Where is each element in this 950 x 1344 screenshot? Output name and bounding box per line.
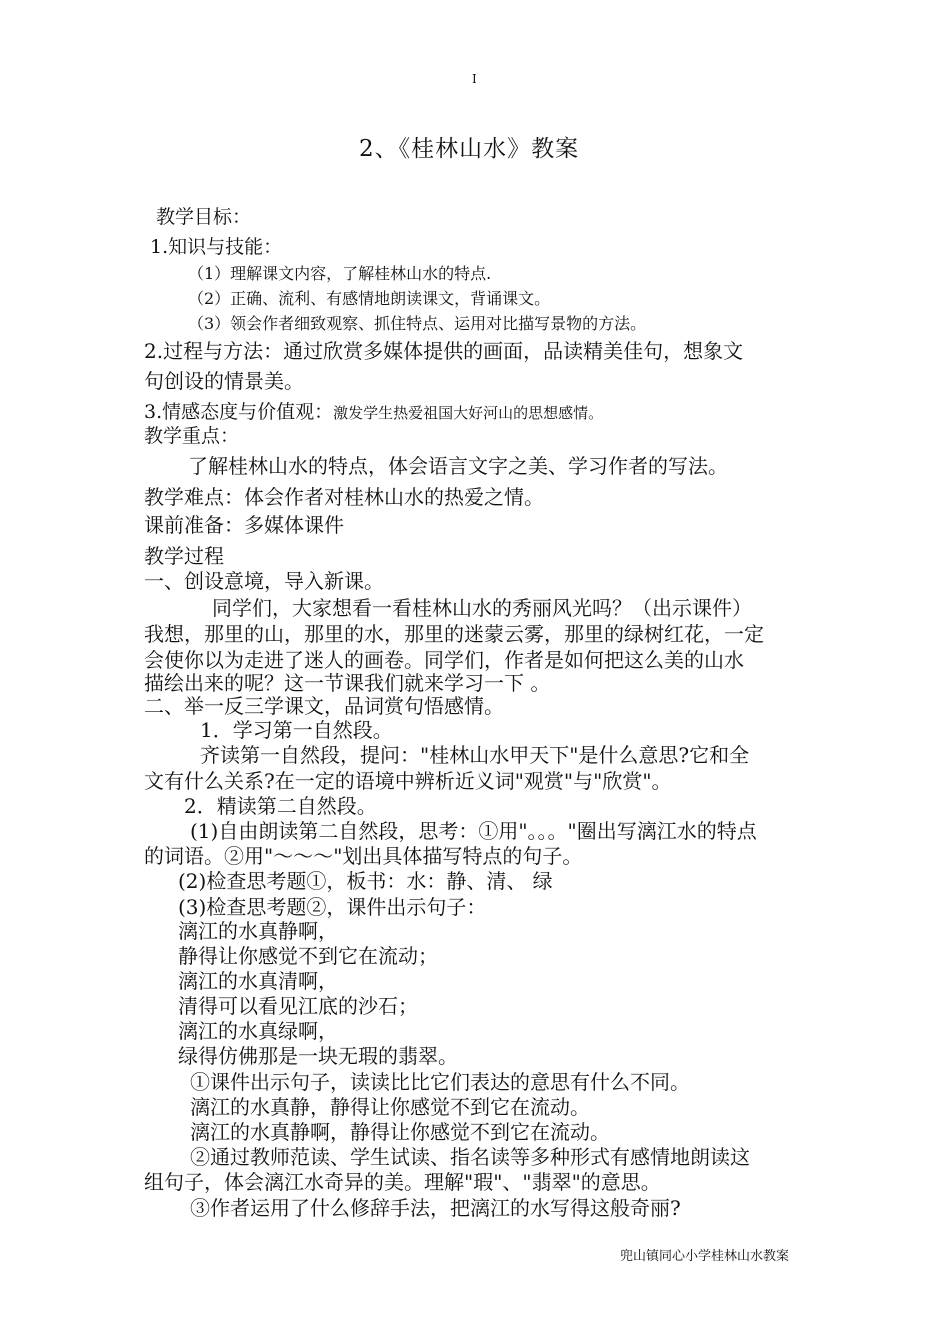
step2-heading: 2．精读第二自然段。: [184, 794, 377, 818]
goal3-line: [144, 403, 603, 422]
poem-line: 漓江的水真绿啊，: [178, 1019, 338, 1043]
poem-line: 清得可以看见江底的沙石；: [178, 994, 418, 1018]
step1-line: 文有什么关系?在一定的语境中辨析近义词"观赏"与"欣赏"。: [144, 769, 672, 793]
compare-sentence: 漓江的水真静啊，静得让你感觉不到它在流动。: [190, 1120, 610, 1144]
part1-heading: 一、创设意境，导入新课。: [144, 569, 384, 593]
preparation-line: 课前准备：多媒体课件: [144, 513, 344, 537]
part1-line: 描绘出来的呢？这一节课我们就来学习一下 。: [144, 671, 551, 695]
process-heading: 教学过程: [144, 544, 224, 568]
goals-heading: 教学目标：: [156, 206, 252, 228]
page-footer: 兜山镇同心小学桂林山水教案: [620, 1249, 790, 1264]
poem-line: 静得让你感觉不到它在流动；: [178, 944, 438, 968]
read-line: ②通过教师范读、学生试读、指名读等多种形式有感情地朗读这: [190, 1145, 750, 1169]
compare-sentence: 漓江的水真静，静得让你感觉不到它在流动。: [190, 1095, 590, 1119]
key-heading: 教学重点：: [144, 425, 240, 447]
goal2-line: 2.过程与方法：通过欣赏多媒体提供的画面，品读精美佳句，想象文: [144, 339, 744, 363]
poem-line: 绿得仿佛那是一块无瑕的翡翠。: [178, 1044, 458, 1068]
goal1-item: （3）领会作者细致观察、抓住特点、运用对比描写景物的方法。: [188, 314, 647, 333]
goal1-item: （2）正确、流利、有感情地朗读课文，背诵课文。: [188, 289, 551, 308]
step1-heading: 1．学习第一自然段。: [200, 718, 393, 742]
rhetoric-question: ③作者运用了什么修辞手法，把漓江的水写得这般奇丽?: [190, 1196, 681, 1220]
step2-line: (1)自由朗读第二自然段，思考：①用"。。。"圈出写漓江水的特点: [190, 819, 757, 843]
key-text: 了解桂林山水的特点，体会语言文字之美、学习作者的写法。: [188, 454, 728, 478]
page-number-header: I: [472, 72, 477, 86]
difficulty-line: 教学难点：体会作者对桂林山水的热爱之情。: [144, 485, 544, 509]
goal2-line: 句创设的情景美。: [144, 369, 304, 393]
compare-intro: ①课件出示句子，读读比比它们表达的意思有什么不同。: [190, 1070, 690, 1094]
step2-line: (3)检查思考题②，课件出示句子：: [178, 895, 487, 919]
goal1-heading: 1.知识与技能：: [150, 236, 283, 258]
goal1-item: （1）理解课文内容，了解桂林山水的特点.: [188, 264, 492, 283]
read-line: 组句子，体会漓江水奇异的美。理解"瑕"、"翡翠"的意思。: [144, 1170, 661, 1194]
part1-line: 同学们，大家想看一看桂林山水的秀丽风光吗？（出示课件）: [212, 596, 752, 620]
page-title: 2、《桂林山水》教案: [359, 136, 580, 162]
part1-line: 会使你以为走进了迷人的画卷。同学们，作者是如何把这么美的山水: [144, 648, 744, 672]
part2-heading: 二、举一反三学课文，品词赏句悟感情。: [144, 694, 504, 718]
goal3-label: 3.情感态度与价值观：: [144, 401, 334, 423]
step2-line: (2)检查思考题①，板书：水：静、清、 绿: [178, 869, 553, 893]
step2-line: 的词语。②用"～～～"划出具体描写特点的句子。: [144, 844, 583, 868]
step1-line: 齐读第一自然段，提问："桂林山水甲天下"是什么意思?它和全: [200, 743, 750, 767]
part1-line: 我想，那里的山，那里的水，那里的迷蒙云雾，那里的绿树红花，一定: [144, 622, 764, 646]
poem-line: 漓江的水真静啊，: [178, 919, 338, 943]
goal3-text: 激发学生热爱祖国大好河山的思想感情。: [333, 404, 604, 422]
poem-line: 漓江的水真清啊，: [178, 969, 338, 993]
